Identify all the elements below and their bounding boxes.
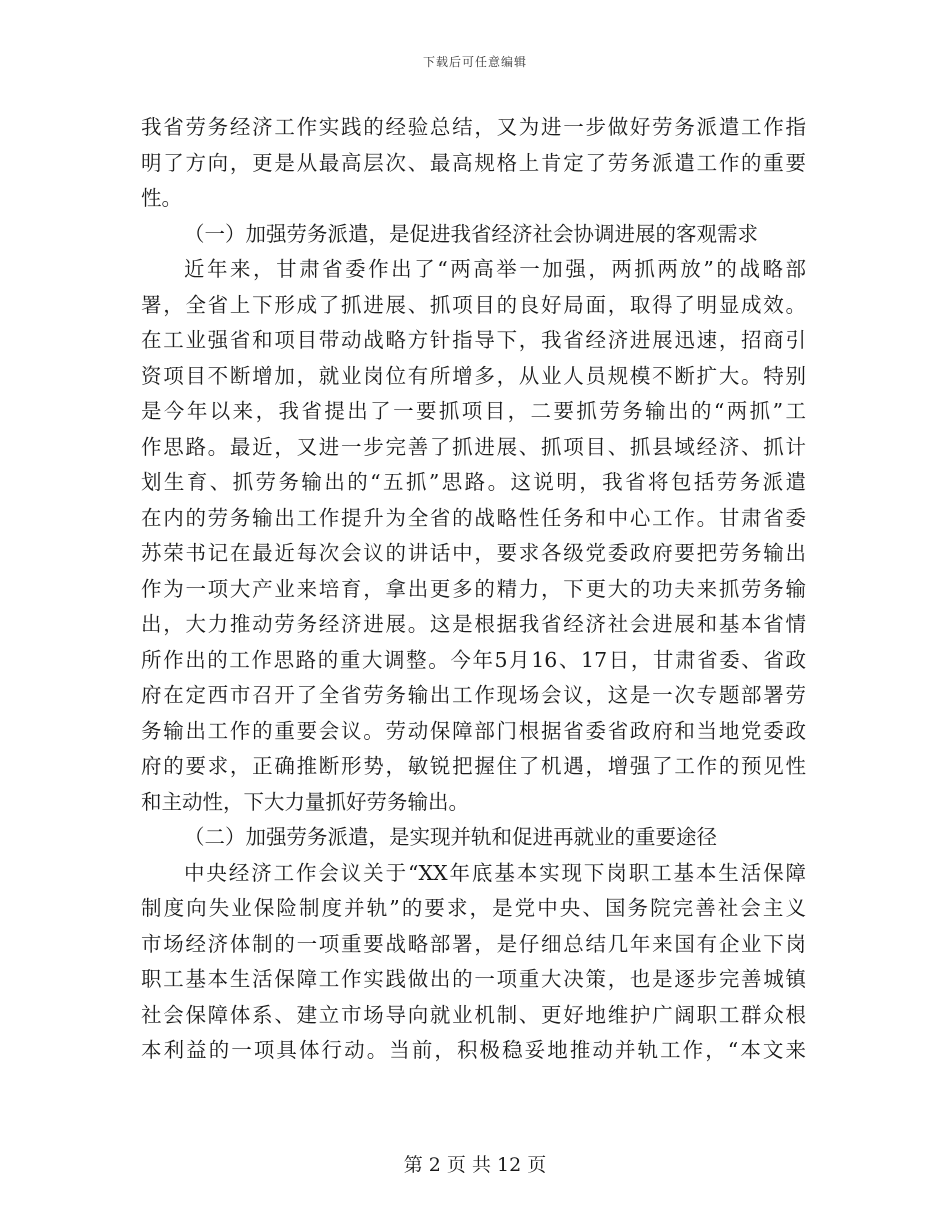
paragraph-line: 作为一项大产业来培育，拿出更多的精力，下更大的功夫来抓劳务输 xyxy=(141,576,806,601)
paragraph-line: 本利益的一项具体行动。当前，积极稳妥地推动并轨工作，“本文来 xyxy=(141,1038,806,1062)
paragraph-line: 府的要求，正确推断形势，敏锐把握住了机遇，增强了工作的预见性 xyxy=(141,754,806,778)
paragraph-line: 明了方向，更是从最高层次、最高规格上肯定了劳务派遣工作的重要 xyxy=(141,150,806,175)
paragraph-line: 在工业强省和项目带动战略方针指导下，我省经济进展迅速，招商引 xyxy=(141,328,806,352)
paragraph-line: 我省劳务经济工作实践的经验总结，又为进一步做好劳务派遣工作指 xyxy=(141,115,806,139)
document-body xyxy=(141,110,806,1069)
section-heading: （二）加强劳务派遣，是实现并轨和促进再就业的重要途径 xyxy=(184,825,717,849)
paragraph-line: 社会保障体系、建立市场导向就业机制、更好地维护广阔职工群众根 xyxy=(141,1002,806,1027)
page-number: 第 2 页 共 12 页 xyxy=(403,1154,547,1176)
paragraph-line: 府在定西市召开了全省劳务输出工作现场会议，这是一次专题部署劳 xyxy=(141,683,806,707)
paragraph-line: 资项目不断增加，就业岗位有所增多，从业人员规模不断扩大。特别 xyxy=(141,363,806,388)
paragraph-line: 性。 xyxy=(141,186,182,210)
paragraph-line: 出，大力推动劳务经济进展。这是根据我省经济社会进展和基本省情 xyxy=(141,612,806,636)
paragraph-line: 制度向失业保险制度并轨”的要求，是党中央、国务院完善社会主义 xyxy=(141,896,806,920)
paragraph-line: 苏荣书记在最近每次会议的讲话中，要求各级党委政府要把劳务输出 xyxy=(141,541,806,565)
section-heading: （一）加强劳务派遣，是促进我省经济社会协调进展的客观需求 xyxy=(184,221,758,246)
paragraph-line: 划生育、抓劳务输出的“五抓”思路。这说明，我省将包括劳务派遣 xyxy=(141,470,806,494)
paragraph-line: 中央经济工作会议关于“XX年底基本实现下岗职工基本生活保障 xyxy=(184,860,806,885)
header-note: 下载后可任意编辑 xyxy=(422,55,527,69)
paragraph-line: 近年来，甘肃省委作出了“两高举一加强，两抓两放”的战略部 xyxy=(184,257,806,281)
paragraph-line: 和主动性，下大力量抓好劳务输出。 xyxy=(141,789,469,814)
paragraph-line: 所作出的工作思路的重大调整。今年5月16、17日，甘肃省委、省政 xyxy=(141,647,806,672)
paragraph-line: 务输出工作的重要会议。劳动保障部门根据省委省政府和当地党委政 xyxy=(141,718,806,743)
paragraph-line: 职工基本生活保障工作实践做出的一项重大决策，也是逐步完善城镇 xyxy=(141,967,806,991)
paragraph-line: 市场经济体制的一项重要战略部署，是仔细总结几年来国有企业下岗 xyxy=(141,931,806,956)
paragraph-line: 署，全省上下形成了抓进展、抓项目的良好局面，取得了明显成效。 xyxy=(141,292,806,317)
paragraph-line: 是今年以来，我省提出了一要抓项目，二要抓劳务输出的“两抓”工 xyxy=(141,399,806,423)
paragraph-line: 作思路。最近，又进一步完善了抓进展、抓项目、抓县域经济、抓计 xyxy=(141,434,806,459)
paragraph-line: 在内的劳务输出工作提升为全省的战略性任务和中心工作。甘肃省委 xyxy=(141,505,806,530)
